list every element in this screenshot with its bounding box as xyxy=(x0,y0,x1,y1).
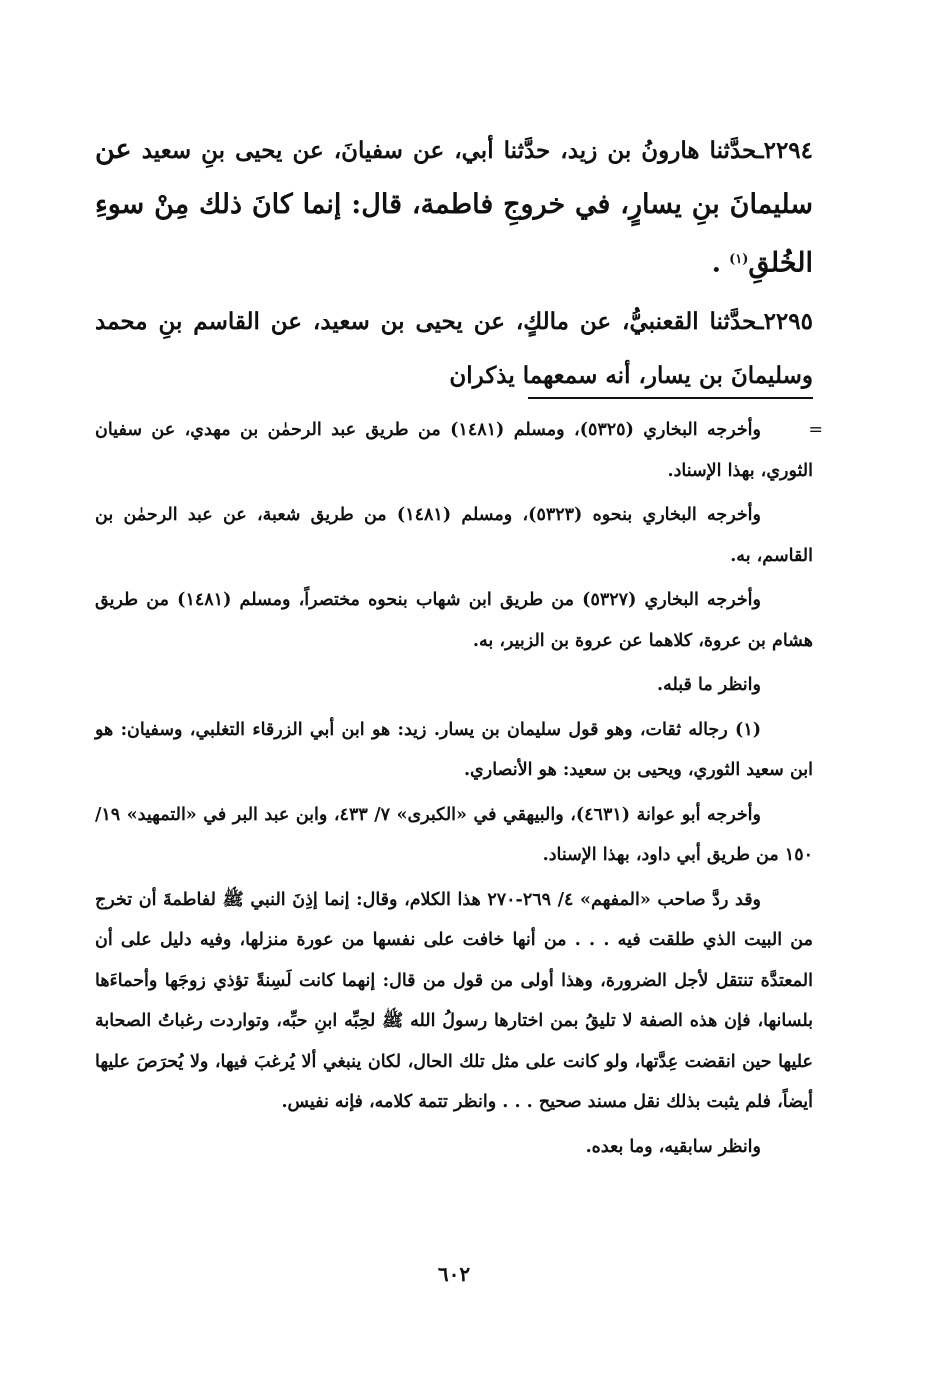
hadith-end: . xyxy=(711,247,722,279)
footnote-divider xyxy=(528,397,813,399)
book-page xyxy=(95,105,823,1305)
hadith-number: ٢٢٩٤ـ xyxy=(756,137,814,164)
footnote-paragraph: وأخرجه البخاري بنحوه (٥٣٢٣)، ومسلم (١٤٨١) من طريق شعبة، عن عبد الرحمٰن بن القاسم، به. xyxy=(95,505,813,566)
hadith-text: حدَّثنا القعنبيُّ، عن مالكٍ، عن يحيى بن سعيد، عن القاسم بنِ محمد وسليمانَ بن يسار، أنه سمعهما يذكران xyxy=(95,308,813,389)
footnote-paragraph: وانظر ما قبله. xyxy=(656,675,761,695)
footnote-paragraph: (١) رجاله ثقات، وهو قول سليمان بن يسار. زيد: هو ابن أبي الزرقاء التغلبي، وسفيان: هو ابن سعيد الثوري، ويحيى بن سعيد: هو الأنصاري. xyxy=(95,719,813,780)
hadith-2294 xyxy=(95,123,813,292)
footnotes xyxy=(95,410,823,1171)
footnote-paragraph: وأخرجه أبو عوانة (٤٦٣١)، والبيهقي في «الكبرى» ٧/ ٤٣٣، وابن عبد البر في «التمهيد» ١٩/ ١٥٠ من طريق أبي داود، بهذا الإسناد. xyxy=(95,804,813,865)
footnote-paragraph: وأخرجه البخاري (٥٣٢٧) من طريق ابن شهاب بنحوه مختصراً، ومسلم (١٤٨١) من طريق هشام بن عروة، كلاهما عن عروة بن الزبير، به. xyxy=(95,590,813,651)
footnote-paragraph: وقد ردَّ صاحب «المفهم» ٤/ ٢٦٩-٢٧٠ هذا الكلام، وقال: إنما إذِنَ النبي ﷺ لفاطمةَ أن تخرج من البيت الذي طلقت فيه . . . من أنها خافت على نفسها من عورة منزلها، وفيه دليل على أن المعتدَّة تنتقل لأجل الضرورة، وهذا أولى من قول من قال: إنهما كانت لَسِنةً تؤذي زوجَها وأحماءَها بلسانها، فإن هذه الصفة لا تليقُ بمن اختارها رسولُ الله ﷺ لحِبِّه ابنِ حبِّه، وتواردت رغباتُ الصحابة عليها حين انقضت عِدَّتها، ولو كانت على مثل تلك الحال، لكان ينبغي ألا يُرغبَ فيها، ولا يُحرَصَ عليها أيضاً، فلم يثبت بذلك نقل مسند صحيح . . . وانظر تتمة كلامه، فإنه نفيس. xyxy=(95,889,813,1112)
footnote-ref: (١) xyxy=(729,252,749,267)
footnote-paragraph: وأخرجه البخاري (٥٣٢٥)، ومسلم (١٤٨١) من طريق عبد الرحمٰن بن مهدي، عن سفيان الثوري، بهذا الإسناد. xyxy=(95,420,813,481)
continuation-mark: = xyxy=(808,420,823,440)
hadith-text: عن سليمانَ بنِ يسارٍ، في خروجِ فاطمة، قال: إنما كانَ ذلك مِنْ سوءِ الخُلقِ xyxy=(95,134,813,279)
page-number: ٦٠٢ xyxy=(437,1262,471,1286)
hadith-2295 xyxy=(95,295,813,403)
hadith-number: ٢٢٩٥ـ xyxy=(756,308,813,335)
footnote-paragraph: وانظر سابقيه، وما بعده. xyxy=(585,1136,761,1157)
hadith-line-1: حدَّثنا هارونُ بن زيد، حدَّثنا أبي، عن سفيانَ، عن يحيى بنِ سعيد xyxy=(141,137,757,164)
